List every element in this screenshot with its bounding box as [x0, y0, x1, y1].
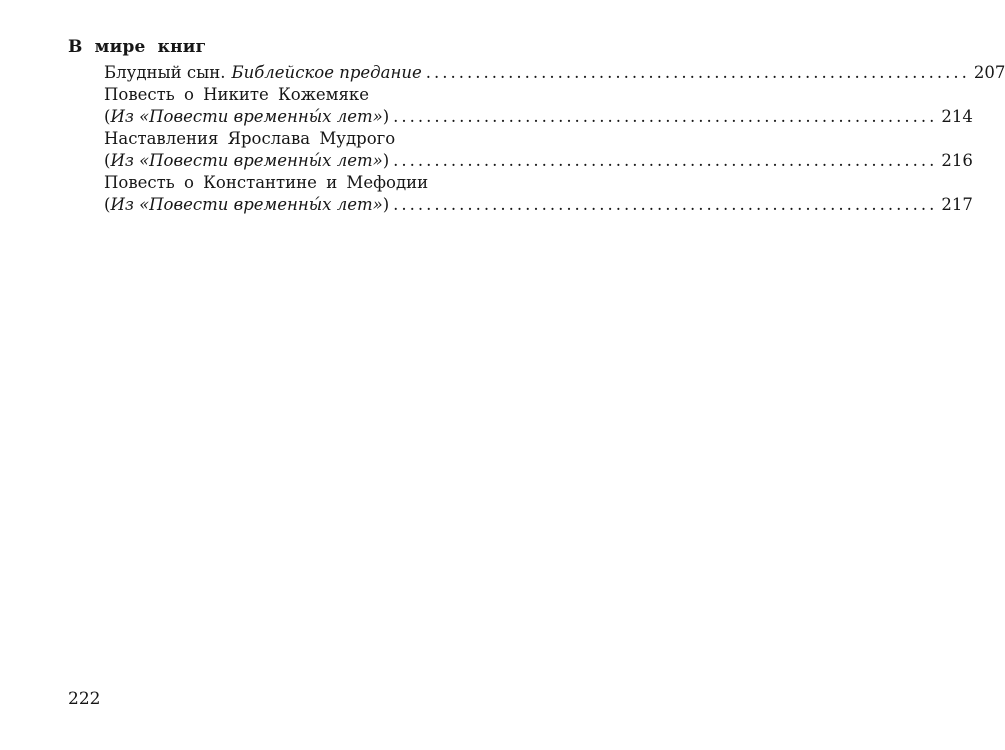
toc-entry-subtitle: Библейское предание — [231, 63, 422, 82]
section-title: В мире книг — [68, 37, 207, 57]
toc-entry — [104, 128, 544, 150]
leader-dots: .................................................................. — [425, 63, 970, 82]
table-of-contents — [104, 62, 1005, 216]
toc-entry-title: Блудный сын. — [104, 63, 226, 82]
toc-entry — [104, 62, 1005, 84]
toc-entry-title: Наставления Ярослава Мудрого — [104, 129, 396, 148]
toc-entry-source: Из «Повести временны́х лет» — [110, 195, 383, 214]
toc-entry-title: Повесть о Константине и Мефодии — [104, 173, 429, 192]
toc-entry-page: 207 — [973, 63, 1005, 82]
leader-dots: .................................................................. — [393, 195, 938, 214]
toc-entry-source: Из «Повести временны́х лет» — [110, 151, 383, 170]
toc-entry-source: Из «Повести временны́х лет» — [110, 107, 383, 126]
toc-entry-title: Повесть о Никите Кожемяке — [104, 85, 369, 104]
toc-entry — [104, 172, 544, 194]
toc-entry-source-line: ( Из «Повести временны́х лет» ) .................................................................. 216 — [104, 151, 973, 170]
toc-entry-source-line: ( Из «Повести временны́х лет» ) .................................................................. 217 — [104, 195, 973, 214]
toc-entry-page: 216 — [941, 151, 973, 170]
toc-entry-page: 214 — [941, 107, 973, 126]
toc-entry-source-line: ( Из «Повести временны́х лет» ) .................................................................. 214 — [104, 107, 973, 126]
page-number: 222 — [68, 689, 101, 709]
toc-entry — [104, 84, 544, 106]
leader-dots: .................................................................. — [393, 151, 938, 170]
toc-entry-page: 217 — [941, 195, 973, 214]
leader-dots: .................................................................. — [393, 107, 938, 126]
